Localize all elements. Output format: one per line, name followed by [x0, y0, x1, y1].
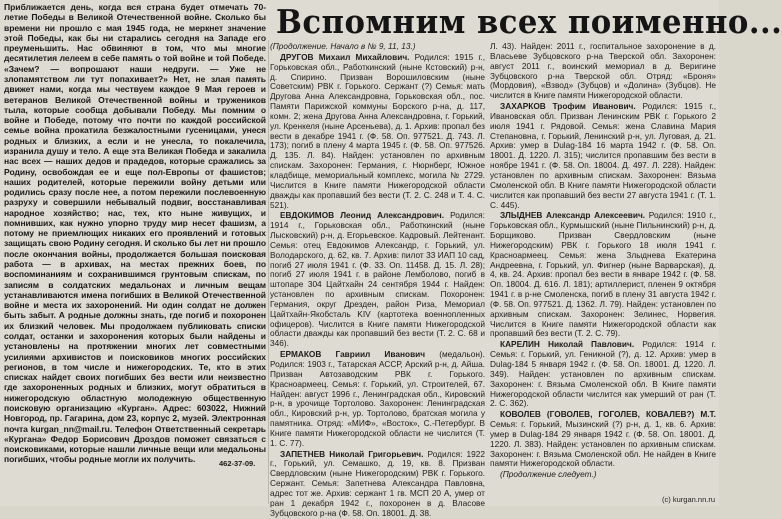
- entry: [490, 211, 716, 339]
- entry-name: ЗЛЫДНЕВ Александр Алексеевич.: [500, 210, 646, 221]
- entry: [270, 450, 485, 519]
- entry: [490, 42, 716, 101]
- entry: [270, 53, 485, 211]
- entry-name: ЗАПЕТНЕВ Николай Григорьевич.: [280, 448, 424, 459]
- entry-text: Родился: 1915 г., Ивановская обл. Призван Ленинским РВК г. Горького 2 июля 1941 г. Рядовой. Семья: жена Славина Мария Степановна, г. Горький, Ленинский р-н, ул. Луговая, д. 21. Архив: умер в Dulag-184 16 марта 1942 г. (Ф. 58. Оп. 18001. Д. 1220. Л. 315); числится пропавшим без вести в ноябре 1941 г. (Ф. 58. Оп. 18004. Д. 497. Л. 228). Найден: установлен по архивным спискам. Захоронен: Вязьма Смоленской обл. В Книге памяти Нижегородской области числится как пропавший без вести 27 августа 1941 г. (Т. 1. С. 445).: [490, 101, 716, 210]
- copyright-watermark: (c) kurgan.nn.ru: [662, 495, 715, 504]
- intro-text: Приближается день, когда вся страна будет отмечать 70-летие Победы в Великой Отечественной войне. Сколько бы времени ни прошло с мая 1945 года, не меркнет значение этой Победы, как бы ни старались сегодня на Западе его преуменьшить. Нас обвиняют в том, что мы многие десятилетия лелеем в себе память о той войне и той Победе. «Зачем? — вопрошают наши недруги. — Уже не злопамятством ли тут попахивает?» Нет, не злая память движет нами, когда мы чествуем каждое 9 Мая героев и ветеранов Великой Отечественной войны и тружеников тыла, которые сообща добывали Победу. Мы помним о войне и Победе, потому что почти по каждой российской семье война прокатила безжалостными гусеницами, унеся родных и близких, а если и не унесла, то покалечила, изранила душу и тело. А еще эта Великая Победа и закалила нас всех — наших дедов и прадедов, которые сражались за Родину, освобождая ее и еще пол-Европы от фашистов; наших родителей, которые пережили войну детьми или родились сразу после нее, а потом пережили послевоенную разруху и совершили небывалый подвиг, восстанавливая народное хозяйство; нас, тех, кто ныне живущих, и помнивших, как нужно упорно труду мир несет фашизм, а потому не приемлющих никаких его проявлений и готовых защищать свою Родину сегодня. И сколько бы лет ни прошло после окончания войны, продолжается большая поисковая работа — в архивах, на местах прежних боев, по воспоминаниям и сохранившимся грунтовым спискам, по записям в солдатских медальонах и личным вещам устанавливаются имена погибших в Великой Отечественной войне и места их захоронений. Ни один солдат не должен быть забыт. А родные должны знать, где погиб и похоронен их близкий человек. Мы продолжаем публиковать списки солдат, останки и захоронения которых были найдены и установлены на протяжении многих лет совместными усилиями архивистов и поисковиков многих российских регионов, в том числе и нижегородских. Те, кто в этих списках найдет своих погибших без вести или неизвестно где захороненных родных и близких, могут обратиться в нижегородскую областную молодежную общественную поисковую организацию «Курган». Адрес: 603022, Нижний Новгород, пр. Гагарина, дом 23, корпус 2, музей. Электронная почта kurgan_nn@mail.ru. Телефон Ответственный секретарь «Кургана» Федор Борисович Дроздов поможет связаться с поисковиками, которые нашли личные вещи или медальоны погибших, чтобы родные могли их получить.: [4, 2, 266, 465]
- entry: [490, 102, 716, 210]
- entry-name: ДРУГОВ Михаил Михайлович.: [280, 51, 410, 62]
- continuation-note: (Продолжение. Начало в № 9, 11, 13.): [270, 41, 416, 51]
- entry-text: Родился: 1915 г., Горьковская обл., Работкинский (ныне Кстовский) р-н, д. Спирино. Призван Ворошиловским (ныне Советским) РВК г. Горького. Сержант (?) Семья: мать Другова Анна Александровна, Горьковская обл., пос. Памяти Парижской коммуны Борского р-на, д. 117, комн. 2; жена Другова Анна Александровна, г. Горький, ул. Кренкеля (ныне Арсеньева), д. 1. Архив: пропал без вести в декабре 1941 г. (Ф. 58. Оп. 977521. Д. 743. Л. 173); погиб в плену 4 марта 1945 г. (Ф. 58. Оп. 977526. Д. 135. Л. 84). Найден: установлен по архивным спискам. Захоронен: Германия, г. Нюрнберг, Южное кладбище, мемориальный комплекс, могила № 2729. Числится в Книге памяти Нижегородской области дважды как пропавший без вести (Т. 2. С. 248 и Т. 4. С. 521).: [270, 51, 485, 210]
- entry-text: Л. 43). Найден: 2011 г., госпитальное захоронение в д. Власьеве Зубцовского р-на Тверской обл. Захоронен: август 2011 г., воинский мемориал в д. Веригине Зубцовского р-на Тверской обл. Отряд: «Броня» (Мордовия), «Взвод» (Зубцов) и «Долина» (Зубцов). Не числится в Книге памяти Нижегородской области.: [490, 41, 716, 101]
- entry: [270, 350, 485, 448]
- entry: [490, 410, 716, 469]
- phone-number: 462-37-09.: [219, 459, 256, 468]
- entry: [270, 211, 485, 349]
- entry-text: Семья: г. Горький, Мызинский (?) р-н, д. 1, кв. 6. Архив: умер в Dulag-184 29 января 1942 г. (Ф. 58. Оп. 18001. Д. 1220. Л. 383). Найден: установлен по архивным спискам. Захоронен: г. Вязьма Смоленской обл. Не найден в Книге памяти Нижегородской области.: [490, 419, 716, 469]
- entry-text: (медальон). Родился: 1903 г., Татарская АССР, Арский р-н, д. Айша. Призван Автозаводским РВК г. Горького. Красноармеец. Семья: г. Горький, ул. Строителей, 67. Найден: август 1996 г., Ленинградская обл., Кировский р-н, в урочище Тортолово. Захоронен: Ленинградская обл., Кировский р-н, ур. Тортолово, братская могила у памятника. Отряд: «МИФ», «Восток», С.-Петербург. В Книге памяти Нижегородской области не числится (Т. 1. С. 77).: [270, 349, 485, 448]
- intro-article: [4, 2, 266, 502]
- column-divider: [268, 40, 269, 504]
- entry-name: ЕВДОКИМОВ Леонид Александрович.: [280, 210, 445, 221]
- entry-name: КОВОЛЕВ (ГОВОЛЕВ, ГОГОЛЕВ, КОВАЛЕВ?) М.Т.: [500, 409, 716, 420]
- names-column-left: [270, 41, 485, 518]
- names-column-right: [490, 42, 716, 504]
- to-be-continued: (Продолжение следует.): [500, 469, 597, 480]
- headline: Вспомним всех поименно...: [276, 2, 782, 41]
- entry-text: Родился: 1914 г., Горьковская обл., Работкинский (ныне Лысковский) р-н, д. Егорьевское. Кадровый. Лейтенант. Семья: отец Евдокимов Александр, г. Горький, ул. Володарского, д. 62, кв. 7. Архив: пилот 33 ИАП 10 сад, погиб 27 июля 1941 г. (Ф. 33. Оп. 11458. Д. 15. Л. 28); погиб 27 июля 1941 г. в районе Лемболово, погиб в штопаре 304 Цайтхайн 24 сентября 1944 г. Найден: установлен по архивным спискам. Похоронен: Германия, округ Дрезден, район Риза, Мемориал Цайтхайн-Якобсталь KIV (картотека военнопленных офицеров). Числится в Книге памяти Нижегородской области дважды как пропавший без вести (Т. 2. С. 68 и 346).: [270, 210, 485, 349]
- entry: [490, 340, 716, 409]
- entry-text: Родился: 1922 г., Горький, ул. Семашко, д. 19, кв. 8. Призван Свердловским (ныне Нижегородским) РВК г. Горького. Сержант. Семья: Запетнева Александра Павловна, адрес тот же. Архив: сержант 1 гв. МСП 20 А, умер от ран 1 декабря 1942 г., похоронен в д. Власове Зубцовского р-на (Ф. 58. Оп. 18001. Д. 38.: [270, 448, 485, 518]
- entry-text: Родился: 1914 г. Семья: г. Горький, ул. Геникной (?), д. 12. Архив: умер в Dulag-184 5 января 1942 г. (Ф. 58. Оп. 18001. Д. 1220. Л. 349). Найден: установлен по архивным спискам. Захоронен: г. Вязьма Смоленской обл. В Книге памяти Нижегородской области числится как умерший от ран (Т. 2. С. 362).: [490, 339, 716, 409]
- entry-name: ЕРМАКОВ Гавриил Иванович: [280, 349, 426, 360]
- entry-name: КАРЕЛИН Николай Павлович.: [500, 339, 635, 350]
- entry-name: ЗАХАРКОВ Трофим Иванович.: [500, 101, 636, 112]
- entry-text: Родился: 1910 г., Горьковская обл., Курмышский (ныне Пильнинский) р-н, д. Борщиково. Призван Свердловским (ныне Нижегородским) РВК г. Горького 18 июля 1941 г. Красноармеец. Семья: жена Злыднева Екатерина Андреевна, г. Горький, ул. Фигнер (ныне Варварская), д. 4, кв. 24. Архив: пропал без вести в январе 1942 г. (Ф. 58. Оп. 18004. Д. 616. Л. 181); артиллерист, пленен 9 октября 1941 г. в р-не Смоленска, погиб в плену 31 августа 1942 г. (Ф. 58. Оп. 977521. Д. 1362. Л. 79). Найден: установлен по архивным спискам. Захоронен: Зелинес, Норвегия. Числится в Книге памяти Нижегородской области как пропавший без вести (Т. 2. С. 79).: [490, 210, 717, 339]
